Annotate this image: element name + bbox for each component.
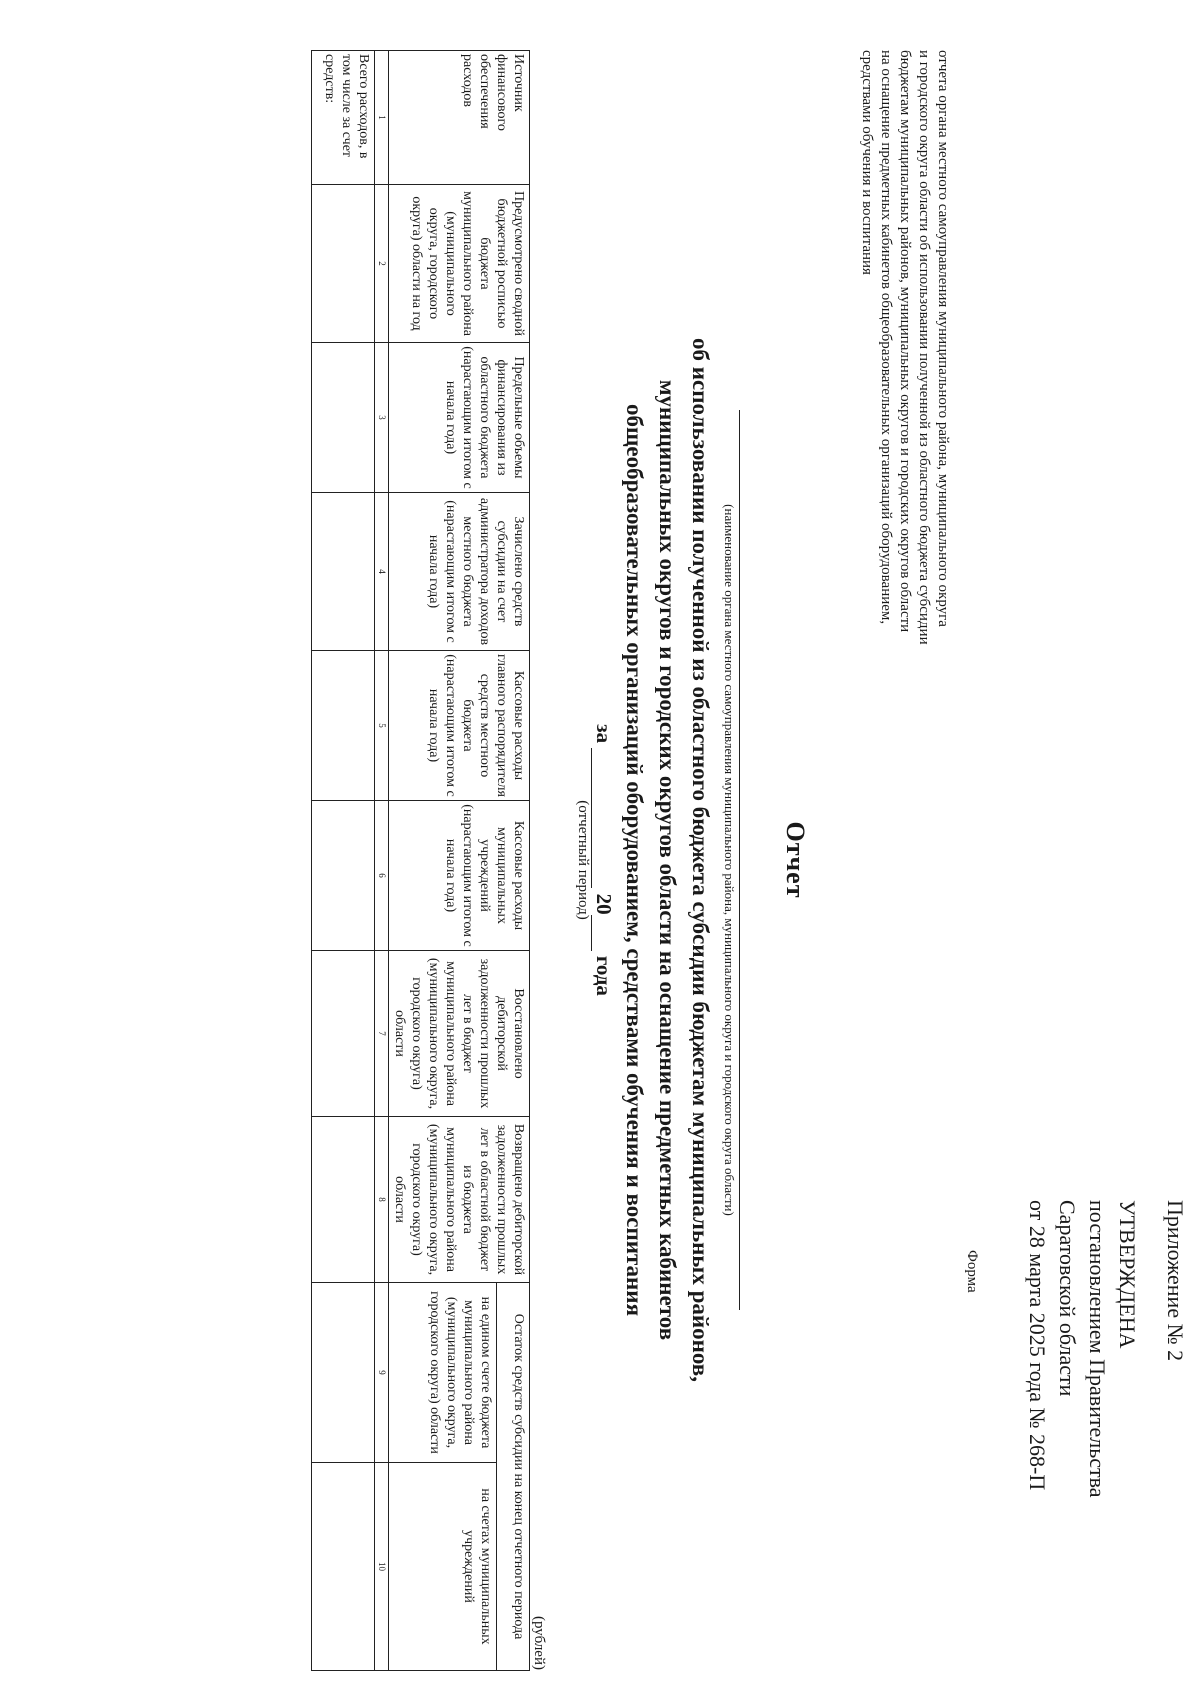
column-number: 3	[375, 343, 389, 493]
period-prefix: за	[592, 724, 616, 744]
col-header-balance-single-account: на едином счете бюджета муниципального района (муниципального округа, городского округа) области	[389, 1283, 497, 1463]
period-caption: (отчетный период)	[575, 800, 591, 920]
approval-line-1: постановлением Правительства	[1085, 1200, 1110, 1498]
form-description	[857, 50, 952, 1670]
form-description-line: бюджетам муниципальных районов, муниципальных округов и городских округов области	[897, 50, 913, 633]
period-year-prefix: 20	[592, 893, 616, 915]
column-number-row	[375, 51, 389, 1671]
column-number: 8	[375, 1117, 389, 1283]
report-subject-line: об использовании полученной из областного бюджета субсидии бюджетам муниципальных районов,	[688, 338, 713, 1382]
report-subject	[618, 50, 717, 1670]
table-cell[interactable]	[312, 493, 375, 651]
total-row-label: Всего расходов, в том числе за счет средств:	[312, 51, 375, 185]
col-header-planned: Предусмотрено сводной бюджетной росписью бюджета муниципального района (муниципального округа, городского округа) области на год	[389, 185, 530, 343]
column-number: 7	[375, 951, 389, 1117]
col-header-returned-debt: Возвращено дебиторской задолженности прошлых лет в областной бюджет из бюджета муниципального района (муниципального округа, городского округа) области	[389, 1117, 530, 1283]
column-number: 6	[375, 801, 389, 951]
appendix-number: Приложение № 2	[1163, 1200, 1188, 1362]
col-header-credited: Зачислено средств субсидии на счет администратора доходов местного бюджета (нарастающим итогом с начала года)	[389, 493, 530, 651]
col-header-limits: Предельные объемы финансирования из областного бюджета (нарастающим итогом с начала года)	[389, 343, 530, 493]
org-name-field[interactable]	[739, 410, 764, 1310]
column-number: 2	[375, 185, 389, 343]
col-header-cash-main: Кассовые расходы главного распорядителя средств местного бюджета (нарастающим итогом с начала года)	[389, 651, 530, 801]
table-header-row	[497, 51, 530, 1671]
approval-line-2: Саратовской области	[1055, 1200, 1080, 1397]
approved-label: УТВЕРЖДЕНА	[1115, 1200, 1140, 1349]
table-cell[interactable]	[312, 1463, 375, 1671]
org-name-caption: (наименование органа местного самоуправления муниципального района, муниципального округа и городского округа области)	[722, 504, 737, 1216]
column-number: 10	[375, 1463, 389, 1671]
column-number: 4	[375, 493, 389, 651]
col-header-cash-institutions: Кассовые расходы муниципальных учреждений (нарастающим итогом с начала года)	[389, 801, 530, 951]
report-title-block	[574, 50, 810, 1670]
form-description-line: и городского округа области об использовании полученной из областного бюджета субсидии	[916, 50, 932, 645]
table-cell[interactable]	[312, 185, 375, 343]
period-suffix: года	[592, 955, 616, 996]
approval-stamp	[1022, 1200, 1190, 1670]
total-row	[312, 51, 375, 1671]
period-year-field[interactable]	[591, 915, 614, 951]
report-table	[311, 50, 530, 1671]
units-label: (рублей)	[531, 1615, 547, 1670]
report-form-sheet	[120, 50, 1190, 1670]
table-cell[interactable]	[312, 1117, 375, 1283]
column-number: 1	[375, 51, 389, 185]
table-cell[interactable]	[312, 1283, 375, 1463]
column-number: 9	[375, 1283, 389, 1463]
report-subject-line: общеобразовательных организаций оборудованием, средствами обучения и воспитания	[622, 403, 647, 1317]
table-cell[interactable]	[312, 801, 375, 951]
form-description-line: отчета органа местного самоуправления муниципального района, муниципального округа	[935, 50, 951, 627]
form-description-line: на оснащение предметных кабинетов общеобразовательных организаций оборудованием,	[878, 50, 894, 625]
report-period	[591, 50, 616, 1670]
column-number: 5	[375, 651, 389, 801]
col-header-balance-institutions: на счетах муниципальных учреждений	[389, 1463, 497, 1671]
col-header-balance-group: Остаток средств субсидии на конец отчетного периода	[497, 1283, 530, 1671]
period-blank-field[interactable]	[591, 748, 614, 888]
form-description-line: средствами обучения и воспитания	[859, 50, 875, 275]
report-title: Отчет	[781, 821, 810, 899]
table-cell[interactable]	[312, 651, 375, 801]
table-cell[interactable]	[312, 951, 375, 1117]
table-cell[interactable]	[312, 343, 375, 493]
report-subject-line: муниципальных округов и городских округов области на оснащение предметных кабинетов	[655, 379, 680, 1341]
form-label: Форма	[964, 1250, 980, 1293]
col-header-source: Источник финансового обеспечения расходов	[389, 51, 530, 185]
approval-line-3: от 28 марта 2025 года № 268-П	[1025, 1200, 1050, 1491]
col-header-restored-debt: Восстановлено дебиторской задолженности прошлых лет в бюджет муниципального района (муниципального округа, городского округа) области	[389, 951, 530, 1117]
